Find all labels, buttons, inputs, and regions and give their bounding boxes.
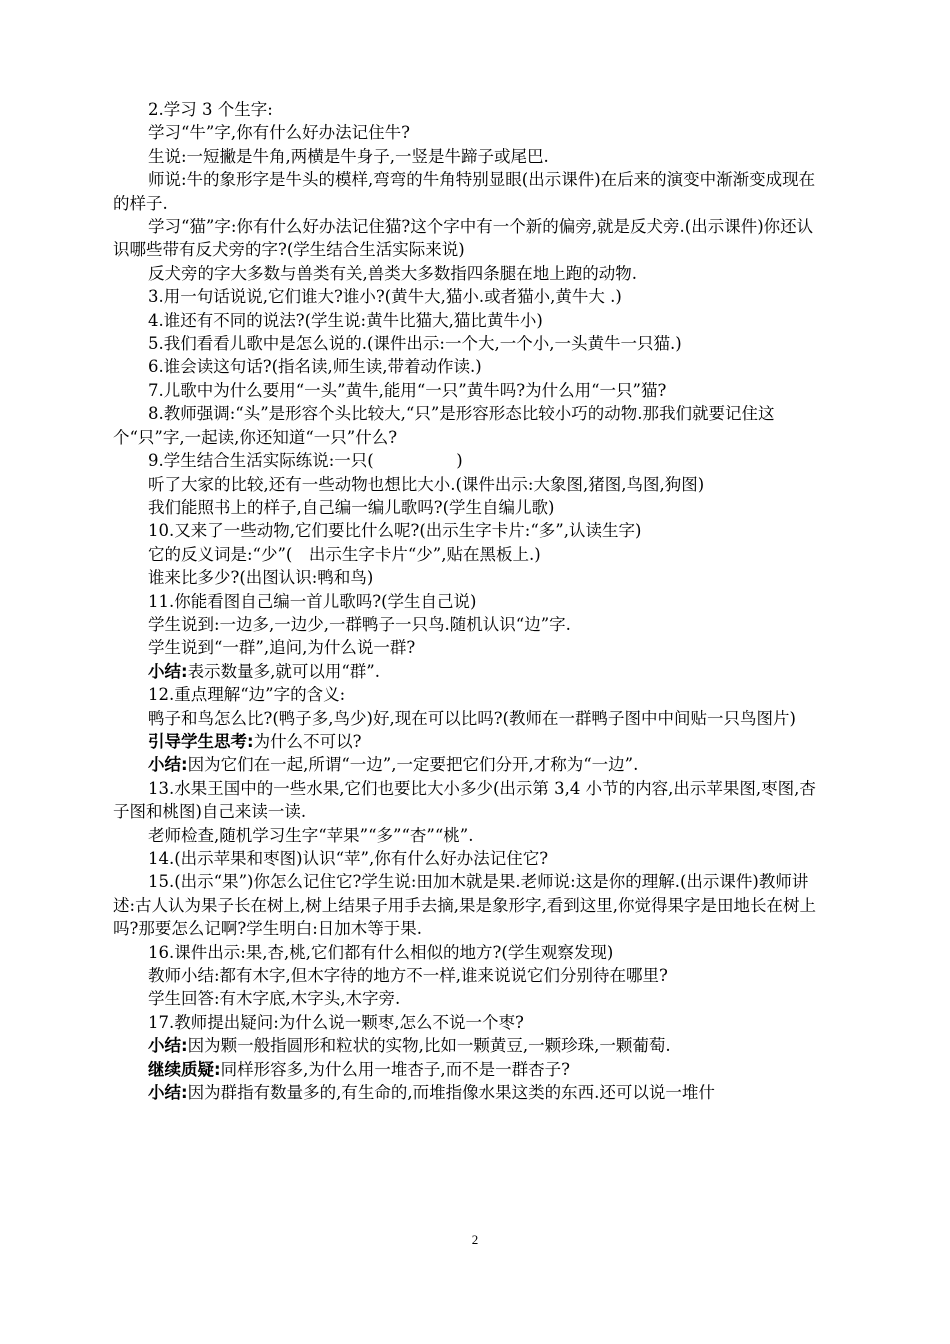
paragraph <box>113 215 827 262</box>
paragraph <box>113 847 827 870</box>
paragraph-text: 我们能照书上的样子,自己编一编儿歌吗?(学生自编儿歌) <box>148 497 555 517</box>
paragraph-text: 同样形容多,为什么用一堆杏子,而不是一群杏子? <box>220 1059 570 1079</box>
bold-label: 继续质疑: <box>148 1059 221 1079</box>
paragraph <box>113 402 827 449</box>
paragraph-text: 学习“牛”字,你有什么好办法记住牛? <box>148 123 410 143</box>
paragraph <box>113 1011 827 1034</box>
paragraph <box>113 473 827 496</box>
paragraph <box>113 613 827 636</box>
paragraph <box>113 543 827 566</box>
paragraph-text: 学生回答:有木字底,木字头,木字旁. <box>148 989 401 1009</box>
paragraph-text: 它的反义词是:“少”( 出示生字卡片“少”,贴在黑板上.) <box>148 544 541 564</box>
paragraph-text: 谁来比多少?(出图认识:鸭和鸟) <box>148 568 374 588</box>
paragraph-text: 师说:牛的象形字是牛头的模样,弯弯的牛角特别显眼(出示课件)在后来的演变中渐渐变成现在的样子. <box>113 170 816 213</box>
page-number: 2 <box>471 1232 479 1247</box>
paragraph <box>113 379 827 402</box>
paragraph-text: 4.谁还有不同的说法?(学生说:黄牛比猫大,猫比黄牛小) <box>148 310 543 330</box>
paragraph-text: 学生说到:一边多,一边少,一群鸭子一只鸟.随机认识“边”字. <box>148 614 571 634</box>
paragraph-text: 学生说到“一群”,追问,为什么说一群? <box>148 638 416 658</box>
paragraph-text: 3.用一句话说说,它们谁大?谁小?(黄牛大,猫小.或者猫小,黄牛大 .) <box>148 287 622 307</box>
paragraph <box>113 824 827 847</box>
paragraph <box>113 590 827 613</box>
paragraph-text: 6.谁会读这句话?(指名读,师生读,带着动作读.) <box>148 357 482 377</box>
paragraph <box>113 566 827 589</box>
paragraph-text: 听了大家的比较,还有一些动物也想比大小.(课件出示:大象图,猪图,鸟图,狗图) <box>148 474 705 494</box>
bold-label: 引导学生思考: <box>148 731 254 751</box>
paragraph <box>113 777 827 824</box>
paragraph <box>113 285 827 308</box>
paragraph-text: 2.学习 3 个生字: <box>148 100 273 119</box>
paragraph <box>113 168 827 215</box>
paragraph <box>113 332 827 355</box>
paragraph-text: 15.(出示“果”)你怎么记住它?学生说:田加木就是果.老师说:这是你的理解.(出示课件)教师讲述:古人认为果子长在树上,树上结果子用手去摘,果是象形字,看到这里,你觉得果字是田地长在树上吗?那要怎么记啊?学生明白:日加木等于果. <box>113 872 817 939</box>
document-body <box>113 98 827 1104</box>
paragraph <box>113 870 827 940</box>
paragraph-text: 教师小结:都有木字,但木字待的地方不一样,谁来说说它们分别待在哪里? <box>148 966 668 986</box>
paragraph <box>113 730 827 753</box>
paragraph-text: 老师检查,随机学习生字“苹果”“多”“杏”“桃”. <box>148 825 474 845</box>
paragraph <box>113 1034 827 1057</box>
paragraph-text: 因为群指有数量多的,有生命的,而堆指像水果这类的东西.还可以说一堆什 <box>187 1083 715 1103</box>
paragraph <box>113 496 827 519</box>
paragraph-text: 10.又来了一些动物,它们要比什么呢?(出示生字卡片:“多”,认读生字) <box>148 521 642 541</box>
paragraph <box>113 1081 827 1104</box>
paragraph <box>113 987 827 1010</box>
paragraph-text: 学习“猫”字:你有什么好办法记住猫?这个字中有一个新的偏旁,就是反犬旁.(出示课件)你还认识哪些带有反犬旁的字?(学生结合生活实际来说) <box>113 217 814 260</box>
paragraph <box>113 636 827 659</box>
paragraph-text: 因为它们在一起,所谓“一边”,一定要把它们分开,才称为“一边”. <box>187 755 639 775</box>
paragraph <box>113 262 827 285</box>
paragraph-text: 16.课件出示:果,杏,桃,它们都有什么相似的地方?(学生观察发现) <box>148 942 614 962</box>
paragraph <box>113 964 827 987</box>
paragraph <box>113 145 827 168</box>
paragraph-text: 鸭子和鸟怎么比?(鸭子多,鸟少)好,现在可以比吗?(教师在一群鸭子图中中间贴一只鸟图片) <box>148 708 796 728</box>
paragraph-text: 9.学生结合生活实际练说:一只( ) <box>148 451 463 471</box>
paragraph-text: 5.我们看看儿歌中是怎么说的.(课件出示:一个大,一个小,一头黄牛一只猫.) <box>148 334 682 354</box>
paragraph-text: 13.水果王国中的一些水果,它们也要比大小多少(出示第 3,4 小节的内容,出示苹果图,枣图,杏子图和桃图)自己来读一读. <box>113 778 816 822</box>
paragraph <box>113 941 827 964</box>
paragraph-text: 11.你能看图自己编一首儿歌吗?(学生自己说) <box>148 591 477 611</box>
paragraph-text: 7.儿歌中为什么要用“一头”黄牛,能用“一只”黄牛吗?为什么用“一只”猫? <box>148 380 667 400</box>
paragraph <box>113 449 827 472</box>
paragraph <box>113 355 827 378</box>
paragraph-text: 14.(出示苹果和枣图)认识“苹”,你有什么好办法记住它? <box>148 849 549 868</box>
paragraph <box>113 707 827 730</box>
bold-label: 小结: <box>148 1083 188 1103</box>
paragraph-text: 8.教师强调:“头”是形容个头比较大,“只”是形容形态比较小巧的动物.那我们就要记住这个“只”字,一起读,你还知道“一只”什么? <box>113 404 775 447</box>
paragraph <box>113 1058 827 1081</box>
paragraph-text: 生说:一短撇是牛角,两横是牛身子,一竖是牛蹄子或尾巴. <box>148 146 549 166</box>
paragraph <box>113 519 827 542</box>
paragraph-text: 反犬旁的字大多数与兽类有关,兽类大多数指四条腿在地上跑的动物. <box>148 263 637 283</box>
paragraph <box>113 121 827 144</box>
bold-label: 小结: <box>148 661 188 681</box>
bold-label: 小结: <box>148 1036 188 1056</box>
paragraph-text: 12.重点理解“边”字的含义: <box>148 685 346 705</box>
paragraph-text: 为什么不可以? <box>253 731 362 751</box>
paragraph <box>113 309 827 332</box>
bold-label: 小结: <box>148 755 188 775</box>
paragraph <box>113 660 827 683</box>
paragraph-text: 表示数量多,就可以用“群”. <box>187 661 380 681</box>
paragraph <box>113 98 827 121</box>
paragraph-text: 因为颗一般指圆形和粒状的实物,比如一颗黄豆,一颗珍珠,一颗葡萄. <box>187 1036 671 1056</box>
paragraph-text: 17.教师提出疑问:为什么说一颗枣,怎么不说一个枣? <box>148 1012 524 1032</box>
paragraph <box>113 683 827 706</box>
paragraph <box>113 753 827 776</box>
